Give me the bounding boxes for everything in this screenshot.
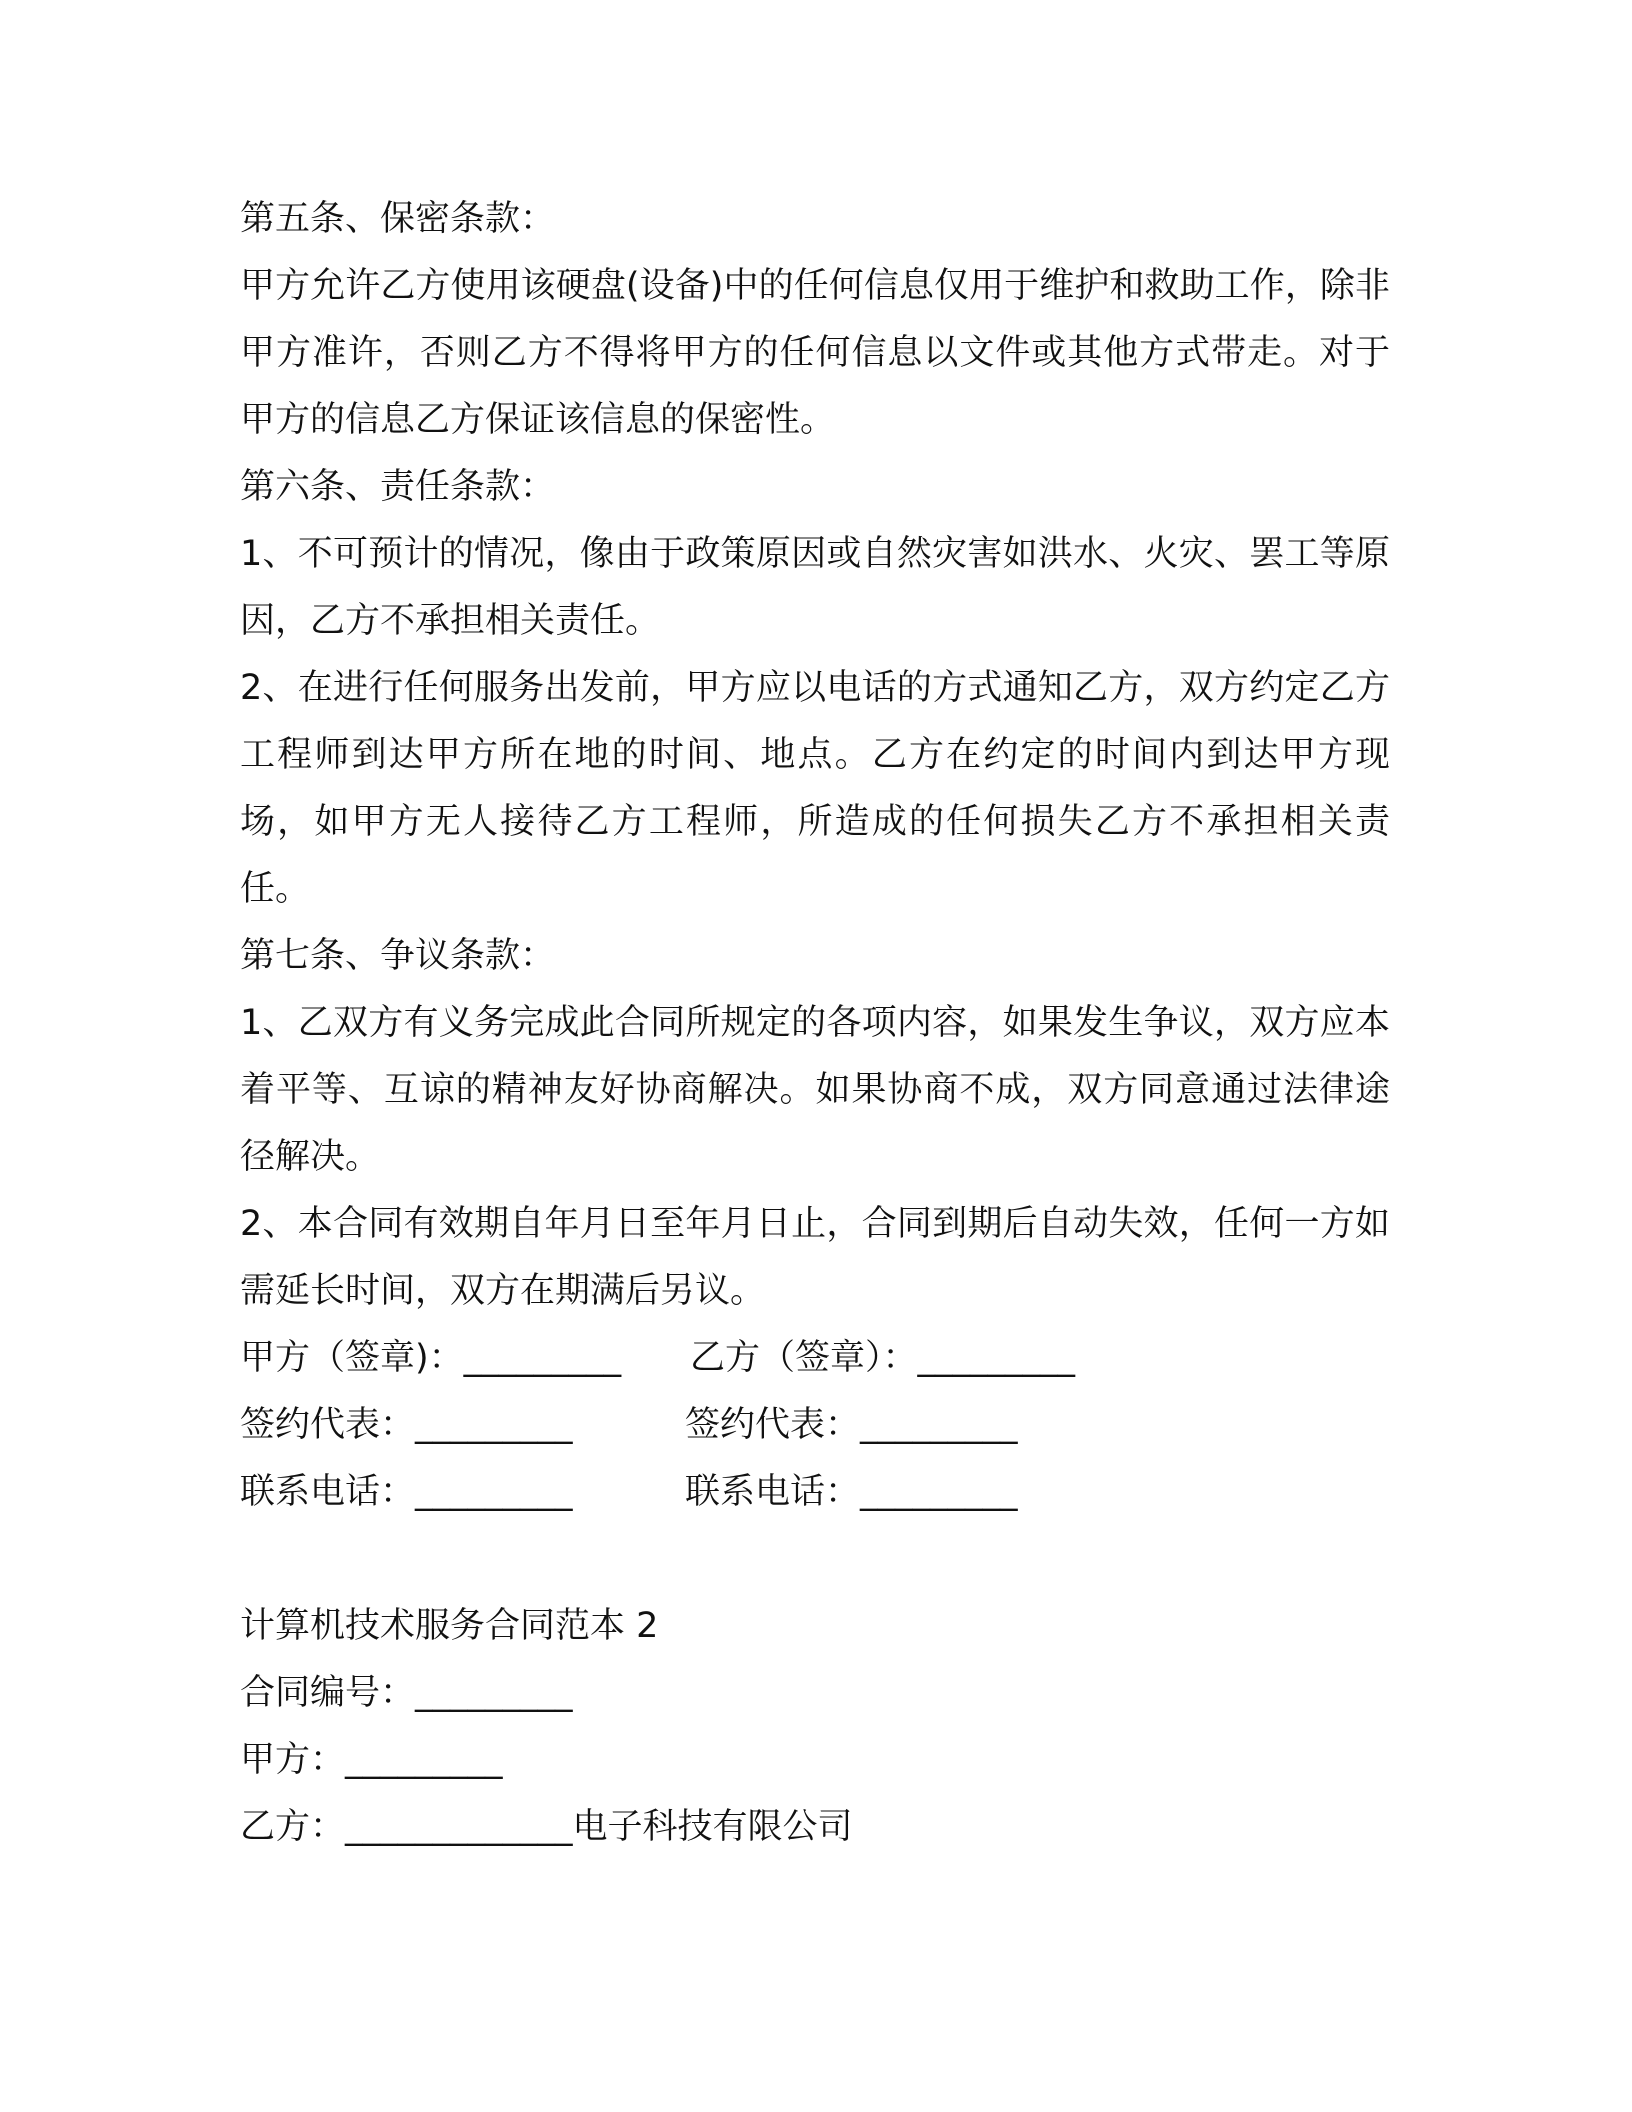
document-body: [240, 186, 1390, 1861]
signature-row-seal: [240, 1325, 1390, 1392]
party-a-representative-field: 签约代表：_________: [240, 1405, 573, 1445]
party-b-seal-field: 乙方（签章）：_________: [690, 1338, 1076, 1378]
section-spacer: [240, 1526, 1390, 1593]
contract2-party-a-field: 甲方：_________: [240, 1740, 503, 1780]
contract2-number-field: 合同编号：_________: [240, 1673, 573, 1713]
article7-item2: 2、本合同有效期自年月日至年月日止，合同到期后自动失效，任何一方如需延长时间，双方在期满后另议。: [240, 1204, 1390, 1311]
party-b-phone-field: 联系电话：_________: [685, 1472, 1018, 1512]
party-a-seal-field: 甲方（签章)：_________: [240, 1338, 622, 1378]
article7-item1: 1、乙双方有义务完成此合同所规定的各项内容，如果发生争议，双方应本着平等、互谅的精神友好协商解决。如果协商不成，双方同意通过法律途径解决。: [240, 1003, 1390, 1177]
signature-row-representative: [240, 1392, 1390, 1459]
article5-heading: 第五条、保密条款：: [240, 199, 556, 239]
signature-row-phone: [240, 1459, 1390, 1526]
article5-body: 甲方允许乙方使用该硬盘(设备)中的任何信息仅用于维护和救助工作，除非甲方准许，否则乙方不得将甲方的任何信息以文件或其他方式带走。对于甲方的信息乙方保证该信息的保密性。: [240, 266, 1390, 440]
party-b-representative-field: 签约代表：_________: [685, 1405, 1018, 1445]
contract2-party-b-field: 乙方：_____________电子科技有限公司: [240, 1807, 853, 1847]
article7-heading: 第七条、争议条款：: [240, 936, 556, 976]
contract2-title: 计算机技术服务合同范本 2: [240, 1606, 659, 1646]
article6-item1: 1、不可预计的情况，像由于政策原因或自然灾害如洪水、火灾、罢工等原因，乙方不承担相关责任。: [240, 534, 1390, 641]
article6-item2: 2、在进行任何服务出发前，甲方应以电话的方式通知乙方，双方约定乙方工程师到达甲方所在地的时间、地点。乙方在约定的时间内到达甲方现场，如甲方无人接待乙方工程师，所造成的任何损失乙方不承担相关责任。: [240, 668, 1390, 909]
party-a-phone-field: 联系电话：_________: [240, 1472, 573, 1512]
article6-heading: 第六条、责任条款：: [240, 467, 556, 507]
